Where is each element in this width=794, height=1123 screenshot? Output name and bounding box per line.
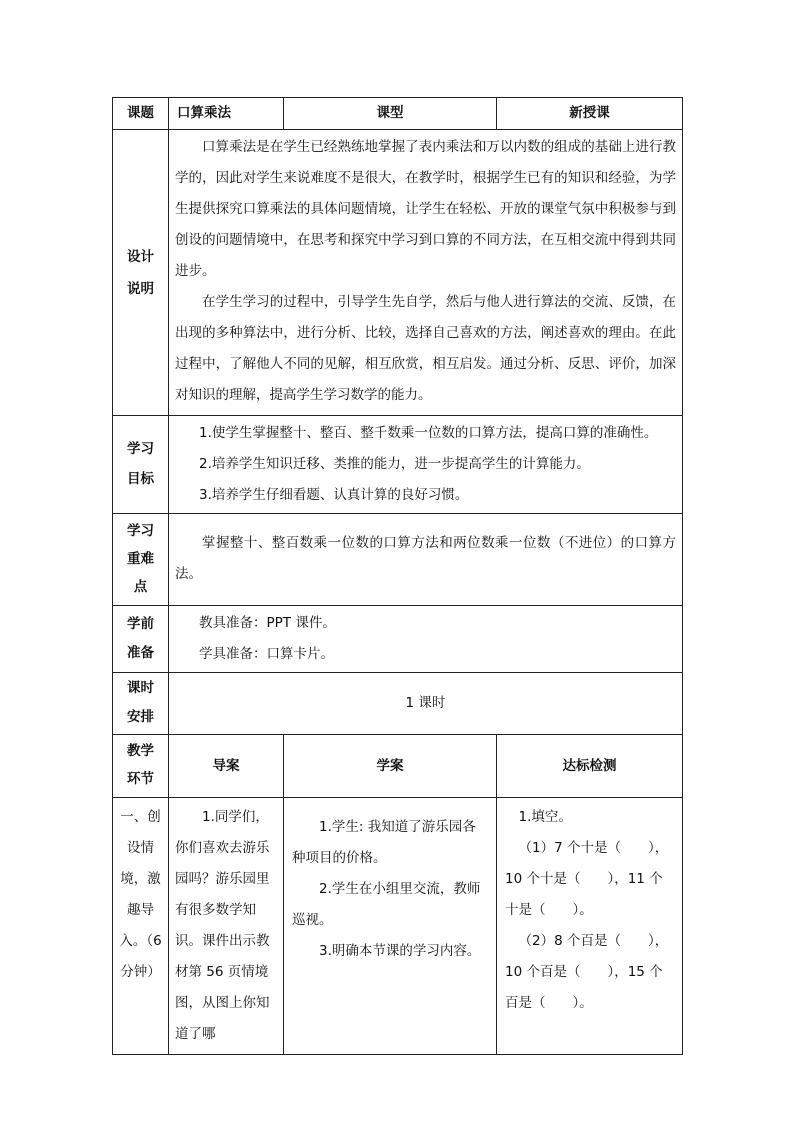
schedule-label: 课时安排 [113,673,169,735]
teacher-prep: 教具准备：PPT 课件。 [199,615,336,631]
goals-list [169,416,683,514]
step1-row [113,798,683,1055]
schedule-value: 1 课时 [169,673,683,735]
design-paragraph: 口算乘法是在学生已经熟练地掌握了表内乘法和万以内数的组成的基础上进行教学的，因此对学生来说难度不是很大，在教学时，根据学生已有的知识和经验，为学生提供探究口算乘法的具体问题情境，让学生在轻松、开放的课堂气氛中积极参与到创设的问题情境中，在思考和探究中学习到口算的不同方法，在互相交流中得到共同进步。 [175,139,676,279]
step1-guide: 1.同学们，你们喜欢去游乐园吗？游乐园里有很多数学知识。课件出示教材第 56 页情境图，从图上你知道了哪 [169,798,284,1055]
step1-check [497,798,683,1055]
step1-label: 一、创设情境，激趣导入。（6分钟） [113,798,169,1055]
key-points-row [113,514,683,606]
step1-study [284,798,497,1055]
lesson-plan-table [112,97,683,1055]
study-item: 3.明确本节课的学习内容。 [319,943,481,959]
check-item: （1）7 个十是（ ），10 个十是（ ），11 个十是（ ）。 [505,840,669,918]
prep-row [113,606,683,673]
design-row [113,130,683,416]
prep-label: 学前准备 [113,606,169,673]
goal-item: 2.培养学生知识迁移、类推的能力，进一步提高学生的计算能力。 [199,456,590,472]
process-header-row [113,735,683,798]
design-paragraph: 在学生学习的过程中，引导学生先自学，然后与他人进行算法的交流、反馈，在出现的多种算法中，进行分析、比较，选择自己喜欢的方法，阐述喜欢的理由。在此过程中，了解他人不同的见解，相互欣赏，相互启发。通过分析、反思、评价，加深对知识的理解，提高学生学习数学的能力。 [175,294,676,403]
topic-value: 口算乘法 [169,98,284,130]
type-label: 课型 [284,98,497,130]
check-item: 1.填空。 [518,809,572,825]
guide-header: 导案 [169,735,284,798]
design-text [169,130,683,416]
check-header: 达标检测 [497,735,683,798]
study-item: 1.学生: 我知道了游乐园各种项目的价格。 [292,819,476,866]
study-header: 学案 [284,735,497,798]
study-item: 2.学生在小组里交流，教师巡视。 [292,881,481,928]
goal-item: 1.使学生掌握整十、整百、整千数乘一位数的口算方法，提高口算的准确性。 [199,425,658,441]
goals-label: 学习目标 [113,416,169,514]
goals-row [113,416,683,514]
type-value: 新授课 [497,98,683,130]
check-item: （2）8 个百是（ ），10 个百是（ ），15 个百是（ ）。 [505,933,669,1011]
key-points-label: 学习重难点 [113,514,169,606]
key-points-text: 掌握整十、整百数乘一位数的口算方法和两位数乘一位数（不进位）的口算方法。 [169,514,683,606]
header-row [113,98,683,130]
schedule-row [113,673,683,735]
prep-list [169,606,683,673]
design-label: 设计说明 [113,130,169,416]
student-prep: 学具准备：口算卡片。 [199,646,334,662]
process-label: 教学环节 [113,735,169,798]
goal-item: 3.培养学生仔细看题、认真计算的良好习惯。 [199,487,469,503]
topic-label: 课题 [113,98,169,130]
